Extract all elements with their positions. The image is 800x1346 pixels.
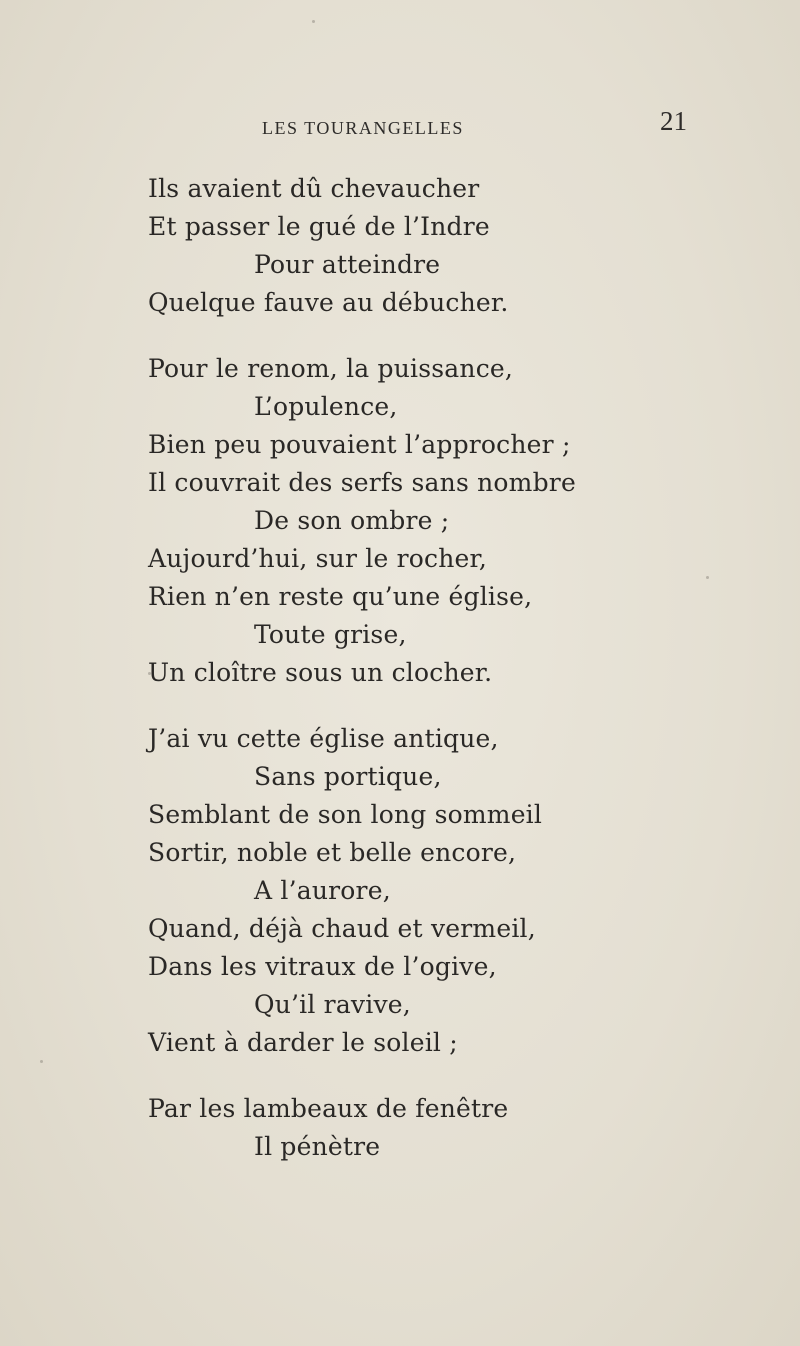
stanza bbox=[0, 1090, 800, 1166]
verse-line: Pour le renom, la puissance, bbox=[148, 354, 514, 383]
verse-line: Ils avaient dû chevaucher bbox=[148, 174, 480, 203]
verse-line: Il pénètre bbox=[254, 1132, 381, 1161]
stanza bbox=[0, 720, 800, 1062]
verse-line: Quelque fauve au débucher. bbox=[148, 288, 509, 317]
page-number: 21 bbox=[660, 106, 687, 136]
verse-line: Par les lambeaux de fenêtre bbox=[148, 1094, 509, 1123]
stanza bbox=[0, 170, 800, 322]
verse-line: Vient à darder le soleil ; bbox=[148, 1028, 458, 1057]
verse-line: Il couvrait des serfs sans nombre bbox=[148, 468, 576, 497]
verse-line: Dans les vitraux de l’ogive, bbox=[148, 952, 497, 981]
poem-body bbox=[0, 170, 800, 1194]
verse-line: Qu’il ravive, bbox=[254, 990, 411, 1019]
verse-line: L’opulence, bbox=[254, 392, 398, 421]
verse-line: Sans portique, bbox=[254, 762, 442, 791]
verse-line: Sortir, noble et belle encore, bbox=[148, 838, 517, 867]
verse-line: De son ombre ; bbox=[254, 506, 450, 535]
verse-line: J’ai vu cette église antique, bbox=[148, 724, 499, 753]
verse-line: Toute grise, bbox=[254, 620, 407, 649]
verse-line: Quand, déjà chaud et vermeil, bbox=[148, 914, 536, 943]
verse-line: Aujourd’hui, sur le rocher, bbox=[148, 544, 488, 573]
stanza bbox=[0, 350, 800, 692]
verse-line: Pour atteindre bbox=[254, 250, 441, 279]
verse-line: Rien n’en reste qu’une église, bbox=[148, 582, 533, 611]
verse-line: Semblant de son long sommeil bbox=[148, 800, 543, 829]
paper-speck bbox=[312, 20, 315, 23]
verse-line: A l’aurore, bbox=[254, 876, 391, 905]
verse-line: Et passer le gué de l’Indre bbox=[148, 212, 490, 241]
running-header bbox=[0, 106, 800, 148]
verse-line: Bien peu pouvaient l’approcher ; bbox=[148, 430, 571, 459]
verse-line: Un cloître sous un clocher. bbox=[148, 658, 493, 687]
running-title: LES TOURANGELLES bbox=[262, 118, 464, 138]
